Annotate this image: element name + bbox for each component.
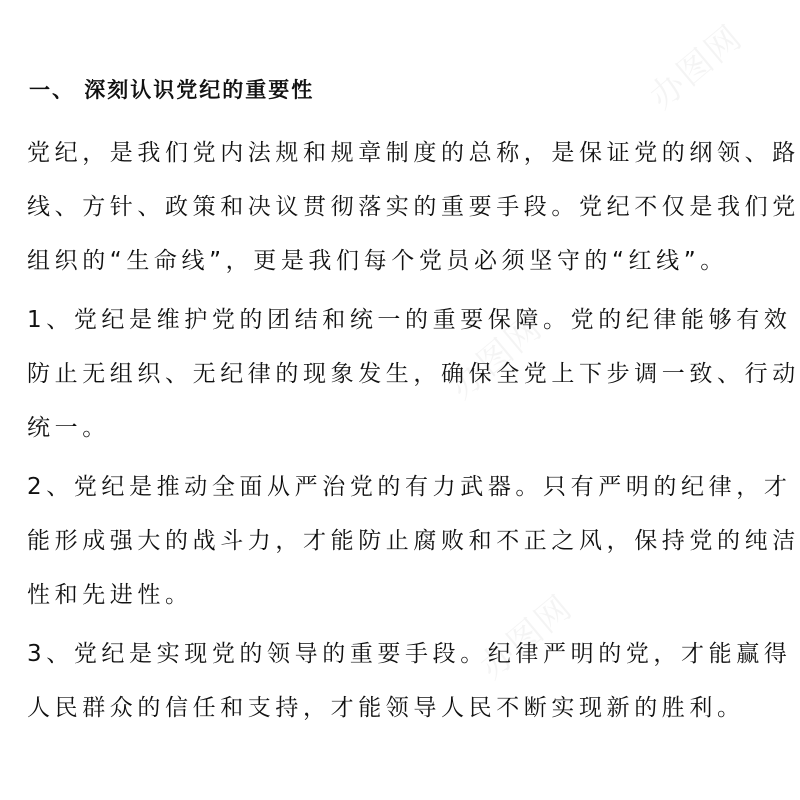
point-3-paragraph bbox=[27, 627, 792, 735]
section-heading: 一、 深刻认识党纪的重要性 bbox=[29, 78, 315, 102]
paragraph-line: 人民群众的信任和支持，才能领导人民不断实现新的胜利。 bbox=[27, 695, 745, 721]
paragraph-line: 3、党纪是实现党的领导的重要手段。纪律严明的党，才能赢得 bbox=[27, 641, 792, 667]
paragraph-line: 统一。 bbox=[27, 415, 110, 441]
document-content bbox=[27, 72, 800, 740]
paragraph-line: 能形成强大的战斗力，才能防止腐败和不正之风，保持党的纯洁 bbox=[27, 528, 800, 554]
point-1-paragraph bbox=[27, 293, 800, 455]
paragraph-line: 党纪，是我们党内法规和规章制度的总称，是保证党的纲领、路 bbox=[27, 140, 800, 166]
paragraph-line: 1、党纪是维护党的团结和统一的重要保障。党的纪律能够有效 bbox=[27, 307, 792, 333]
paragraph-line: 防止无组织、无纪律的现象发生，确保全党上下步调一致、行动 bbox=[27, 361, 800, 387]
paragraph-line: 组织的“生命线”，更是我们每个党员必须坚守的“红线”。 bbox=[27, 248, 728, 274]
paragraph-line: 性和先进性。 bbox=[27, 582, 193, 608]
intro-paragraph bbox=[27, 126, 800, 288]
paragraph-line: 2、党纪是推动全面从严治党的有力武器。只有严明的纪律，才 bbox=[27, 474, 792, 500]
paragraph-line: 线、方针、政策和决议贯彻落实的重要手段。党纪不仅是我们党 bbox=[27, 194, 800, 220]
point-2-paragraph bbox=[27, 460, 800, 622]
